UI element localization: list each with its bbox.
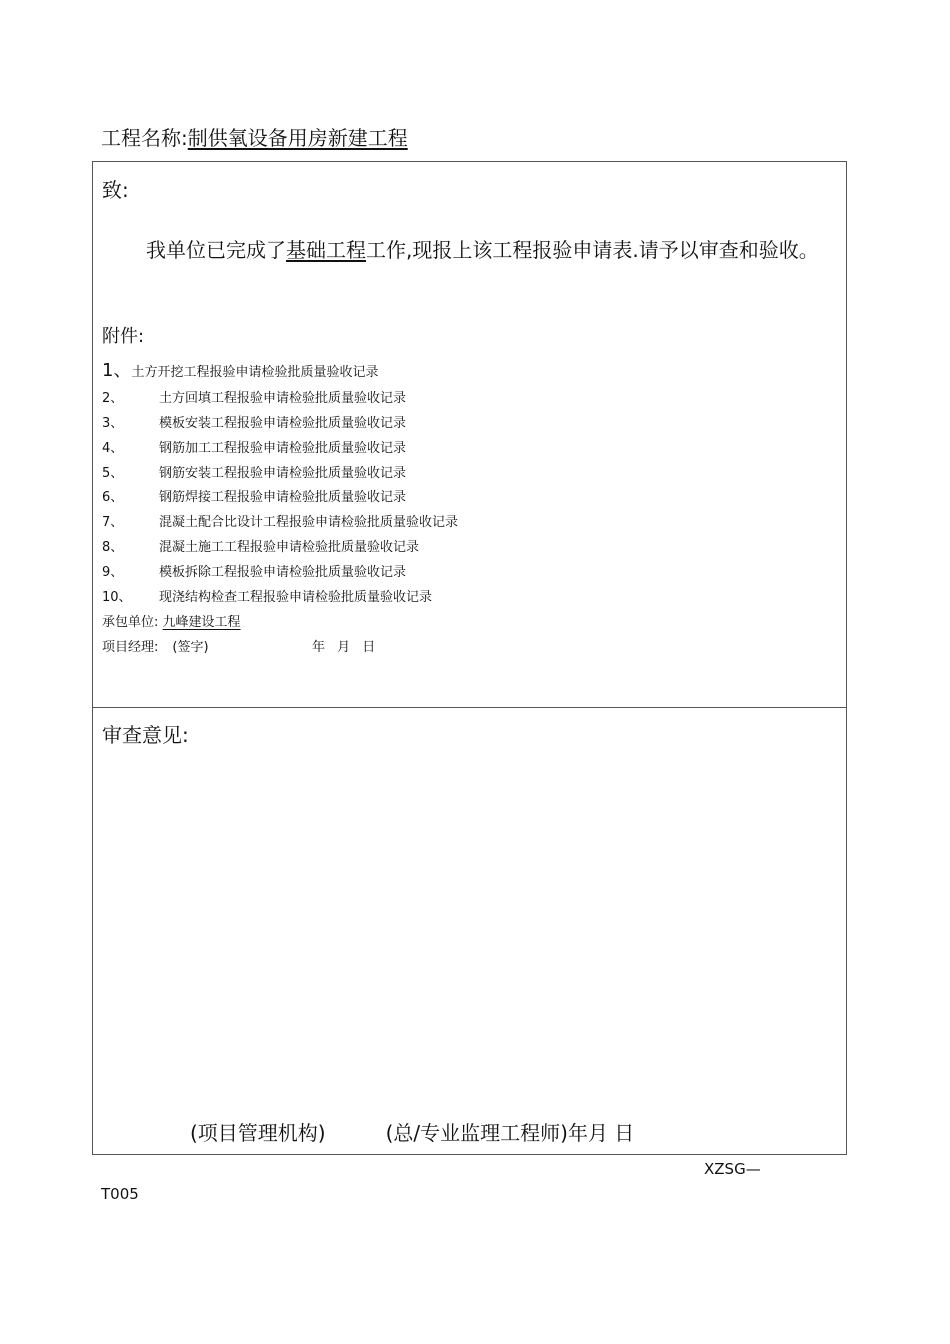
item-text: 混凝土施工工程报验申请检验批质量验收记录 [159,540,420,555]
contractor-name: 九峰建设工程 [162,615,241,630]
list-item [102,465,406,483]
addressee-label: 致: [102,178,129,202]
completion-statement [102,226,844,275]
list-item [102,415,406,433]
list-item [102,564,406,582]
section-divider [93,707,846,708]
pm-label: 项目经理: [102,640,159,655]
statement-prefix: 我单位已完成了 [146,238,286,262]
item-text: 钢筋焊接工程报验申请检验批质量验收记录 [159,490,407,505]
item-number: 2、 [102,391,124,406]
form-code-line2: T005 [101,1185,139,1203]
list-item [102,440,406,458]
signature-org: (项目管理机构) [190,1121,326,1145]
item-text: 土方回填工程报验申请检验批质量验收记录 [159,391,407,406]
project-manager-line [102,639,376,657]
contractor-label: 承包单位: [102,615,159,630]
item-number: 7、 [102,515,124,530]
item-text: 模板拆除工程报验申请检验批质量验收记录 [159,565,407,580]
project-label: 工程名称: [101,126,188,150]
attachments-label: 附件: [102,326,145,347]
item-number: 6、 [102,490,124,505]
item-number: 1、 [102,360,132,381]
work-item: 基础工程 [286,238,366,262]
item-text: 土方开挖工程报验申请检验批质量验收记录 [131,365,379,380]
item-number: 10、 [102,590,132,605]
item-number: 9、 [102,565,124,580]
item-text: 现浇结构检查工程报验申请检验批质量验收记录 [159,590,433,605]
item-number: 4、 [102,441,124,456]
item-number: 5、 [102,466,124,481]
signature-engineer: (总/专业监理工程师)年月 日 [385,1121,635,1145]
form-code-line1: XZSG— [704,1160,761,1178]
list-item [102,362,378,382]
item-text: 模板安装工程报验申请检验批质量验收记录 [159,416,407,431]
list-item [102,390,406,408]
form-table [92,161,847,1155]
review-opinion-label: 审查意见: [102,723,189,747]
supervisor-signature-line [190,1119,634,1147]
item-text: 混凝土配合比设计工程报验申请检验批质量验收记录 [159,515,459,530]
item-number: 8、 [102,540,124,555]
list-item [102,539,419,557]
pm-signature: (签字) [172,640,209,655]
contractor-line [102,614,241,632]
item-number: 3、 [102,416,124,431]
project-title [101,124,408,152]
item-text: 钢筋加工工程报验申请检验批质量验收记录 [159,441,407,456]
item-text: 钢筋安装工程报验申请检验批质量验收记录 [159,466,407,481]
list-item [102,589,432,607]
pm-date: 年 月 日 [312,640,376,655]
project-name: 制供氧设备用房新建工程 [187,126,408,150]
list-item [102,514,458,532]
statement-suffix: 工作,现报上该工程报验申请表.请予以审查和验收。 [366,238,819,262]
list-item [102,489,406,507]
